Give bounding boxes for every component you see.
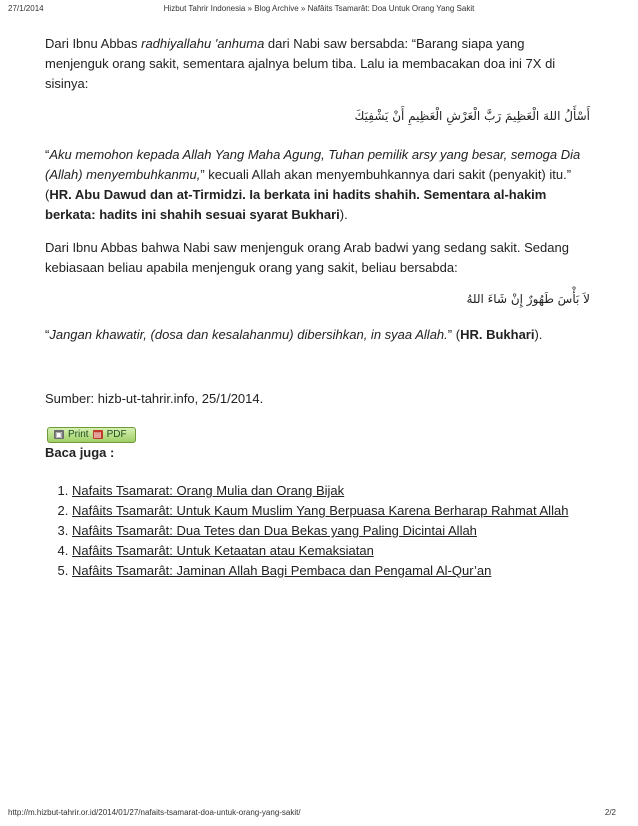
p2-text-mid: ” kecuali Allah akan menyembuhkannya dari sakit (penyakit) itu.” ( — [45, 167, 572, 202]
p2-italic: Aku memohon kepada Allah Yang Maha Agung, Tuhan pemilik arsy yang besar, semoga Dia (Allah) menyembuhkanmu, — [45, 147, 581, 182]
p4-text-close: ). — [534, 327, 543, 342]
article-content — [45, 34, 590, 581]
related-link-1[interactable]: Nafaits Tsamarat: Orang Mulia dan Orang Bijak — [72, 483, 345, 498]
print-pdf-button[interactable] — [47, 427, 136, 443]
related-item — [72, 561, 590, 581]
related-item — [72, 521, 590, 541]
related-list — [45, 481, 590, 581]
related-link-2[interactable]: Nafâits Tsamarât: Untuk Kaum Muslim Yang Berpuasa Karena Berharap Rahmat Allah — [72, 503, 569, 518]
paragraph-3: Dari Ibnu Abbas bahwa Nabi saw menjenguk orang Arab badwi yang sedang sakit. Sedang kebiasaan beliau apabila menjenguk orang yang sakit, beliau bersabda: — [45, 240, 569, 275]
p2-open-quote: “ — [45, 147, 50, 162]
paragraph-4 — [45, 325, 590, 345]
p1-text-post: dari Nabi saw bersabda: “Barang siapa yang menjenguk orang sakit, sementara ajalnya belum tiba. Lalu ia membacakan doa ini 7X di sisinya: — [45, 36, 556, 91]
related-item — [72, 541, 590, 561]
related-item — [72, 501, 590, 521]
pdf-label: PDF — [106, 428, 127, 440]
p4-bold-source: HR. Bukhari — [460, 327, 535, 342]
printer-icon: ▣ — [55, 430, 63, 439]
footer-url: http://m.hizbut-tahrir.or.id/2014/01/27/nafaits-tsamarat-doa-untuk-orang-yang-sakit/ — [8, 808, 301, 817]
paragraph-2 — [45, 145, 590, 225]
footer-page-number: 2/2 — [604, 808, 616, 817]
related-item — [72, 481, 590, 501]
arabic-prayer-2: لاَ بَأْسَ طَهُورٌ إِنْ شَاءَ اللهُ — [466, 292, 590, 306]
p2-bold-source: HR. Abu Dawud dan at-Tirmidzi. Ia berkata ini hadits shahih. Sementara al-hakim berkata: hadits ini shahih sesuai syarat Bukhari — [45, 187, 547, 222]
header-title: Hizbut Tahrir Indonesia » Blog Archive » Nafâits Tsamarât: Doa Untuk Orang Yang Sakit — [163, 4, 475, 13]
arabic-prayer-1: أَسْأَلُ اللهَ الْعَظِيمَ رَبَّ الْعَرْشِ الْعَظِيمِ أَنْ يَشْفِيَكَ — [354, 109, 590, 123]
related-heading — [45, 443, 590, 463]
related-link-4[interactable]: Nafâits Tsamarât: Untuk Ketaatan atau Kemaksiatan — [72, 543, 374, 558]
source-line: Sumber: hizb-ut-tahrir.info, 25/1/2014. — [45, 391, 264, 406]
p4-open-quote: “ — [45, 327, 50, 342]
pdf-icon: ▤ — [93, 430, 102, 439]
print-label: Print — [68, 428, 89, 440]
paragraph-1 — [45, 34, 590, 94]
print-row — [45, 423, 590, 441]
related-heading-text: Baca juga : — [45, 445, 115, 460]
p4-italic: Jangan khawatir, (dosa dan kesalahanmu) dibersihkan, in syaa Allah. — [49, 327, 448, 342]
related-link-3[interactable]: Nafâits Tsamarât: Dua Tetes dan Dua Bekas yang Paling Dicintai Allah — [72, 523, 477, 538]
p1-italic: radhiyallahu 'anhuma — [141, 36, 265, 51]
p1-text-pre: Dari Ibnu Abbas — [45, 36, 142, 51]
p2-text-close: ). — [339, 207, 348, 222]
related-link-5[interactable]: Nafâits Tsamarât: Jaminan Allah Bagi Pembaca dan Pengamal Al-Qur’an — [72, 563, 492, 578]
header-date: 27/1/2014 — [8, 4, 44, 13]
p4-text-mid: ” ( — [447, 327, 461, 342]
